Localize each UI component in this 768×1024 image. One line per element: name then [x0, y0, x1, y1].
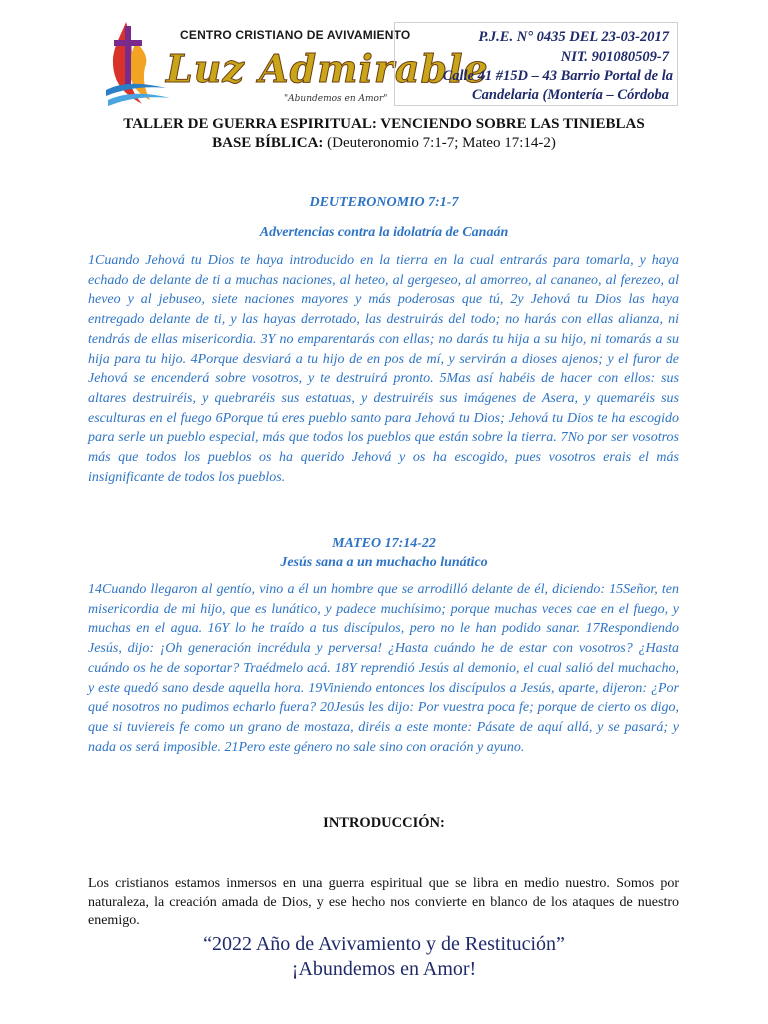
- nit-line: NIT. 901080509-7: [560, 49, 669, 65]
- logo-name: Luz Admirable: [166, 46, 489, 91]
- deuteronomy-subheading: Advertencias contra la idolatría de Canaán: [259, 225, 509, 240]
- logo-slogan: "Abundemos en Amor": [284, 94, 388, 104]
- church-logo: [96, 12, 489, 112]
- biblical-base-label: BASE BÍBLICA:: [212, 135, 324, 151]
- deuteronomy-passage: 1Cuando Jehová tu Dios te haya introducido en la tierra en la cual entrarás para tomarla, y haya echado de delante de ti a muchas naciones, al heteo, al gergeseo, al amorreo, al cananeo, al ferezeo, al heveo y al jebuseo, siete naciones mayores y más poderosas que tú, 2y Jehová tu Dios las haya entregado delante de ti, y las hayas derrotado, las destruirás del todo; no harás con ellas alianza, ni tendrás de ellas misericordia. 3Y no emparentarás con ellas; no darás tu hija a su hijo, ni tomarás a su hija para tu hijo. 4Porque desviará a tu hijo de en pos de mí, y servirán a dioses ajenos; y el furor de Jehová se encenderá sobre vosotros, y te destruirá pronto. 5Mas así habéis de hacer con ellos: sus altares destruiréis, y quebraréis sus estatuas, y destruiréis sus imágenes de Asera, y quemaréis sus esculturas en el fuego 6Porque tú eres pueblo santo para Jehová tu Dios; Jehová tu Dios te ha escogido para serle un pueblo especial, más que todos los pueblos que están sobre la tierra. 7No por ser vosotros más que todos los pueblos os ha querido Jehová y os ha escogido, pues vosotros erais el más insignificante de todos los pueblos.: [88, 253, 679, 485]
- workshop-title: TALLER DE GUERRA ESPIRITUAL: VENCIENDO SOBRE LAS TINIEBLAS: [123, 116, 645, 132]
- matthew-subheading: Jesús sana a un muchacho lunático: [280, 555, 488, 570]
- introduction-heading: INTRODUCCIÓN:: [323, 815, 445, 831]
- biblical-base: [0, 135, 768, 152]
- matthew-heading: MATEO 17:14-22: [332, 536, 436, 551]
- introduction-paragraph: Los cristianos estamos inmersos en una guerra espiritual que se libra en medio nuestro. Somos por naturaleza, la creación amada de Dios, y ese hecho nos convierte en blanco de los ataques de nuestro enemigo.: [88, 876, 679, 928]
- legal-info-box: [394, 22, 678, 106]
- matthew-passage: 14Cuando llegaron al gentío, vino a él un hombre que se arrodilló delante de él, diciendo: 15Señor, ten misericordia de mi hijo, que es lunático, y padece muchísimo; porque muchas veces cae en el fuego, y muchas en el agua. 16Y lo he traído a tus discípulos, pero no le han podido sanar. 17Respondiendo Jesús, dijo: ¡Oh generación incrédula y perversa! ¿Hasta cuándo he de estar con vosotros? ¿Hasta cuándo os he de soportar? Traédmelo acá. 18Y reprendió Jesús al demonio, el cual salió del muchacho, y este quedó sano desde aquella hora. 19Viniendo entonces los discípulos a Jesús, aparte, dijeron: ¿Por qué nosotros no pudimos echarlo fuera? 20Jesús les dijo: Por vuestra poca fe; porque de cierto os digo, que si tuviereis fe como un grano de mostaza, diréis a este monte: Pásate de aquí allá, y se pasará; y nada os será imposible. 21Pero este género no sale sino con oración y ayuno.: [88, 582, 679, 755]
- logo-organization-text: CENTRO CRISTIANO DE AVIVAMIENTO: [180, 28, 411, 42]
- footer-year-motto: “2022 Año de Avivamiento y de Restitución”: [203, 933, 565, 955]
- address-line: Calle 41 #15D – 43 Barrio Portal de la: [442, 68, 673, 84]
- footer-slogan: ¡Abundemos en Amor!: [291, 958, 477, 980]
- registration-line: P.J.E. N° 0435 DEL 23-03-2017: [478, 29, 669, 45]
- city-line: Candelaria (Montería – Córdoba: [472, 87, 669, 103]
- biblical-base-refs: (Deuteronomio 7:1-7; Mateo 17:14-2): [327, 135, 556, 151]
- deuteronomy-heading: DEUTERONOMIO 7:1-7: [309, 195, 459, 210]
